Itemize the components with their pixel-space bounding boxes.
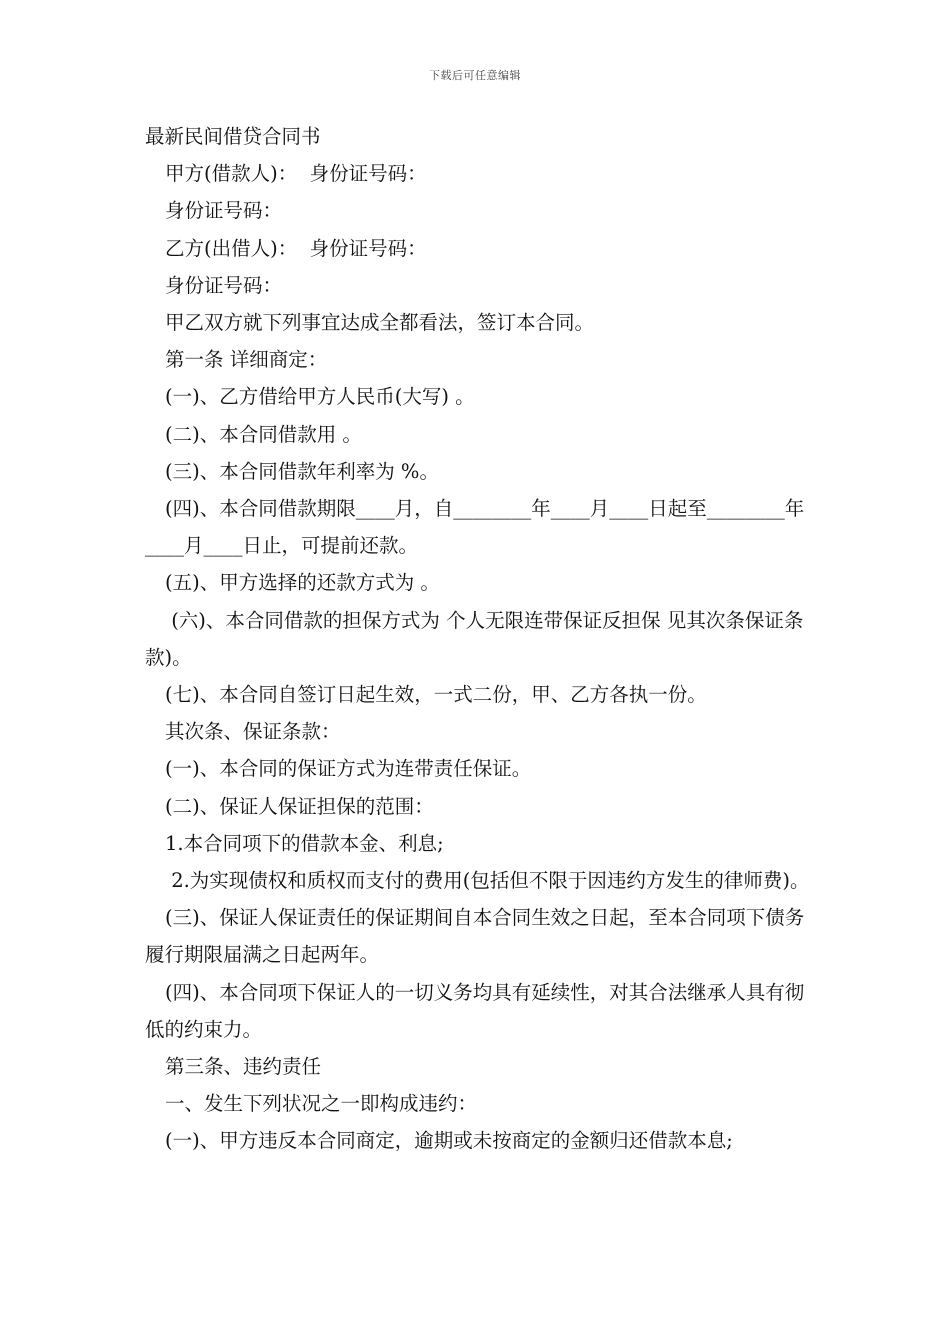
paragraph-breach-item-1: (一)、甲方违反本合同商定，逾期或未按商定的金额归还借款本息; <box>165 1129 733 1153</box>
paragraph-clause-1-2: (二)、本合同借款用 。 <box>165 422 362 446</box>
paragraph-clause-2-2: (二)、保证人保证担保的范围： <box>165 794 434 818</box>
document-body <box>145 118 810 1160</box>
paragraph-clause-1-7: (七)、本合同自签订日起生效，一式二份，甲、乙方各执一份。 <box>165 683 707 707</box>
paragraph-id-number-b: 身份证号码： <box>165 273 283 297</box>
paragraph-clause-2-2-item-2: 2.为实现债权和质权而支付的费用(包括但不限于因违约方发生的律师费)。 <box>165 869 810 893</box>
paragraph-clause-2-1: (一)、本合同的保证方式为连带责任保证。 <box>165 757 532 781</box>
paragraph-party-a: 甲方(借款人)： 身份证号码： <box>165 162 427 186</box>
paragraph-clause-1-3: (三)、本合同借款年利率为 %。 <box>165 459 439 483</box>
document-title: 最新民间借贷合同书 <box>145 125 321 148</box>
page-header: 下载后可任意编辑 <box>429 69 521 82</box>
paragraph-agreement-intro: 甲乙双方就下列事宜达成全都看法，签订本合同。 <box>165 311 595 335</box>
paragraph-breach-intro: 一、发生下列状况之一即构成违约： <box>165 1092 478 1116</box>
paragraph-id-number-a: 身份证号码： <box>165 199 283 223</box>
paragraph-clause-1-6: (六)、本合同借款的担保方式为 个人无限连带保证反担保 见其次条保证条款)。 <box>145 608 804 669</box>
paragraph-clause-2-3: (三)、保证人保证责任的保证期间自本合同生效之日起，至本合同项下债务履行期限届满之日起两年。 <box>145 906 805 967</box>
paragraph-clause-1-5: (五)、甲方选择的还款方式为 。 <box>165 571 440 595</box>
paragraph-clause-2-2-item-1: 1.本合同项下的借款本金、利息; <box>165 831 444 855</box>
paragraph-article-3-heading: 第三条、违约责任 <box>165 1055 322 1079</box>
paragraph-article-2-heading: 其次条、保证条款： <box>165 720 341 744</box>
paragraph-party-b: 乙方(出借人)： 身份证号码： <box>165 236 427 260</box>
paragraph-article-1-heading: 第一条 详细商定： <box>165 348 328 372</box>
paragraph-clause-1-4: (四)、本合同借款期限____月，自________年____月____日起至________年____月____日止，可提前还款。 <box>145 497 805 558</box>
paragraph-clause-1-1: (一)、乙方借给甲方人民币(大写) 。 <box>165 385 475 409</box>
paragraph-clause-2-4: (四)、本合同项下保证人的一切义务均具有延续性，对其合法继承人具有彻低的约束力。 <box>145 980 805 1041</box>
